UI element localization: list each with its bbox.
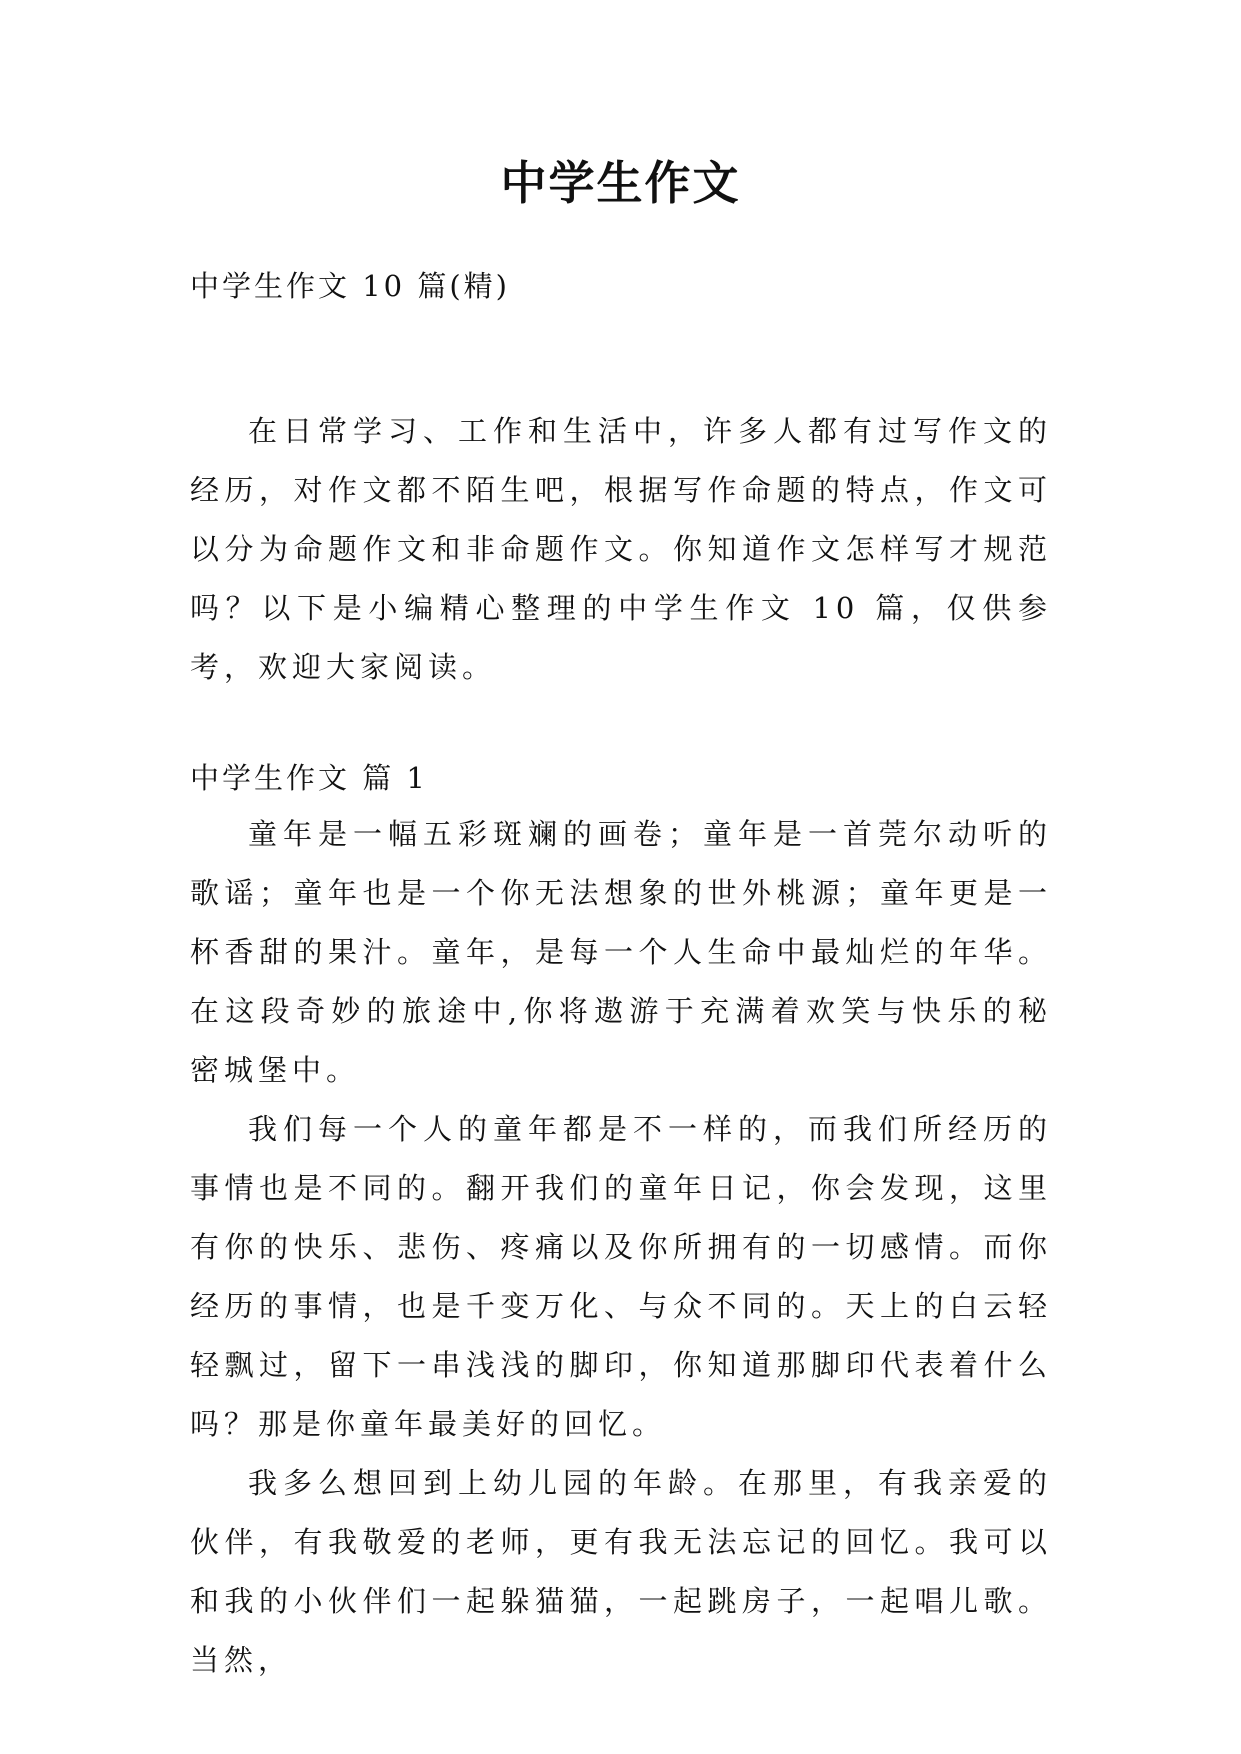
section-heading: 中学生作文 篇 1 [190,761,428,795]
essay-paragraph-3: 我多么想回到上幼儿园的年龄。在那里，有我亲爱的伙伴，有我敬爱的老师，更有我无法忘记的回忆。我可以和我的小伙伴们一起躲猫猫，一起跳房子，一起唱儿歌。当然， [190,1466,1052,1677]
intro-paragraph: 在日常学习、工作和生活中，许多人都有过写作文的经历，对作文都不陌生吧，根据写作命题的特点，作文可以分为命题作文和非命题作文。你知道作文怎样写才规范吗？以下是小编精心整理的中学生作文 10 篇，仅供参考，欢迎大家阅读。 [190,414,1052,684]
essay-paragraph-1: 童年是一幅五彩斑斓的画卷；童年是一首莞尔动听的歌谣；童年也是一个你无法想象的世外桃源；童年更是一杯香甜的果汁。童年，是每一个人生命中最灿烂的年华。在这段奇妙的旅途中,你将遨游于充满着欢笑与快乐的秘密城堡中。 [190,817,1052,1087]
essay-paragraph-2: 我们每一个人的童年都是不一样的，而我们所经历的事情也是不同的。翻开我们的童年日记，你会发现，这里有你的快乐、悲伤、疼痛以及你所拥有的一切感情。而你经历的事情，也是千变万化、与众不同的。天上的白云轻轻飘过，留下一串浅浅的脚印，你知道那脚印代表着什么吗？那是你童年最美好的回忆。 [190,1112,1052,1441]
essay-body [190,805,1052,1690]
intro-block [190,402,1052,697]
document-subtitle: 中学生作文 10 篇(精) [190,269,510,303]
document-title: 中学生作文 [500,156,741,210]
